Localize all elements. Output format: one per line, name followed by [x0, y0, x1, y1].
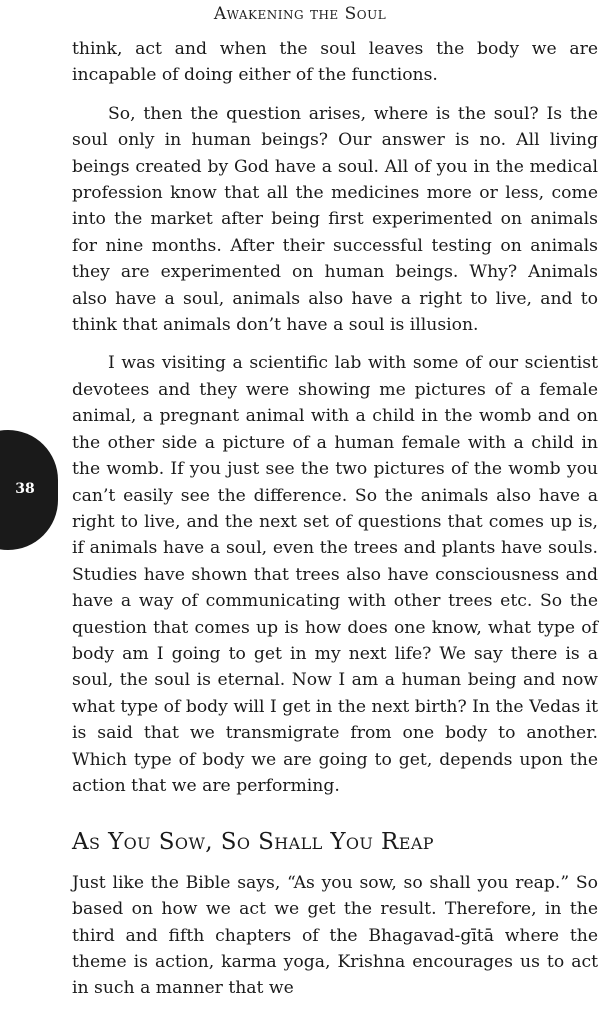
page-number: 38 [15, 481, 35, 497]
section-heading: As You Sow, So Shall You Reap [72, 829, 434, 856]
paragraph: think, act and when the soul leaves the body we are incapable of doing either of the functions. [72, 39, 598, 86]
body-text [72, 36, 598, 1014]
paragraph: I was visiting a scientific lab with some of our scientist devotees and they were showing me pictures of a female animal, a pregnant animal with a child in the womb and on the other side a picture of a human female with a child in the womb. If you just see the two pictures of the womb you can’t easily see the difference. So the animals also have a right to live, and the next set of questions that comes up is, if animals have a soul, even the trees and plants have souls. Studies have shown that trees also have consciousness and have a way of communicating with other trees etc. So the question that comes up is how does one know, what type of body am I going to get in my next life? We say there is a soul, the soul is eternal. Now I am a human being and now what type of body will I get in the next birth? In the Vedas it is said that we transmigrate from one body to another. Which type of body we are going to get, depends upon the action that we are performing. [72, 353, 599, 796]
running-head: Awakening the Soul [213, 4, 387, 24]
paragraph: So, then the question arises, where is the soul? Is the soul only in human beings? Our answer is no. All living beings created by God have a soul. All of you in the medical profession know that all the medicines more or less, come into the market after being first experimented on animals for nine months. After their successful testing on animals they are experimented on human beings. Why? Animals also have a soul, animals also have a right to live, and to think that animals don’t have a soul is illusion. [72, 103, 598, 336]
paragraph: Just like the Bible says, “As you sow, so shall you reap.” So based on how we act we get the result. Therefore, in the third and fifth chapters of the Bhagavad-gītā where the theme is action, karma yoga, Krishna encourages us to act in such a manner that we [72, 872, 598, 999]
